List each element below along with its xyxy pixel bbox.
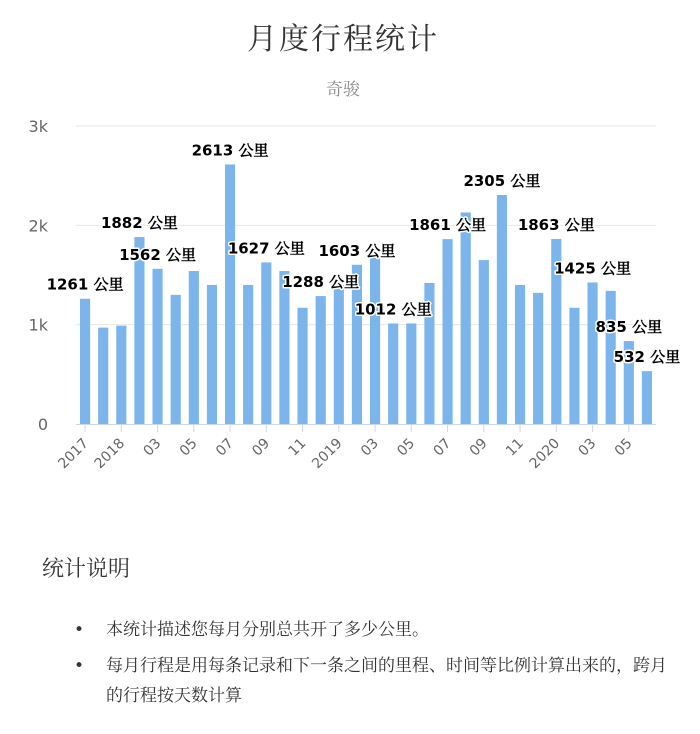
bar (116, 326, 126, 424)
bar (479, 260, 489, 424)
bar (388, 323, 398, 424)
data-label: 1012 公里 (354, 300, 432, 319)
data-label: 2613 公里 (191, 141, 269, 160)
data-label: 1627 公里 (227, 239, 305, 258)
data-label: 1603 公里 (318, 241, 396, 260)
data-label: 532 公里 (613, 348, 681, 367)
data-label: 1425 公里 (554, 259, 632, 278)
x-tick-label: 03 (357, 435, 382, 460)
x-tick-label: 05 (394, 435, 419, 460)
explanation-list (72, 615, 672, 717)
data-label: 1562 公里 (119, 245, 197, 264)
explanation-text: 每月行程是用每条记录和下一条之间的里程、时间等比例计算出来的，跨月的行程按天数计算 (106, 656, 667, 706)
x-tick-label: 2020 (526, 435, 564, 473)
explanation-heading: 统计说明 (42, 557, 131, 582)
bar (442, 239, 452, 424)
bar (316, 296, 326, 424)
bar (261, 262, 271, 424)
x-tick-label: 2017 (55, 435, 92, 473)
bar (98, 328, 108, 424)
data-label: 1863 公里 (517, 215, 595, 234)
data-label: 1861 公里 (409, 216, 487, 235)
bar (569, 308, 579, 424)
bar (515, 285, 525, 424)
bar (171, 295, 181, 424)
x-tick-label: 11 (502, 435, 527, 460)
x-tick-label: 03 (575, 435, 600, 460)
bar (279, 271, 289, 424)
bar (370, 256, 380, 424)
x-tick-label: 05 (611, 435, 636, 460)
data-label: 2305 公里 (463, 172, 541, 191)
x-tick-label: 07 (212, 435, 237, 460)
chart-title: 月度行程统计 (247, 22, 439, 57)
y-tick-label: 2k (28, 216, 48, 236)
bar (334, 285, 344, 424)
bar (642, 371, 652, 424)
bar (152, 269, 162, 424)
data-label: 1261 公里 (46, 275, 124, 294)
bar (297, 308, 307, 424)
y-tick-label: 3k (28, 117, 48, 136)
explanation-item (72, 615, 672, 645)
x-tick-label: 2019 (309, 435, 346, 473)
bullet-icon: • (74, 656, 85, 676)
bar (80, 299, 90, 424)
bar (533, 293, 543, 424)
bar-layer (80, 164, 652, 424)
bar (225, 164, 235, 424)
bar (134, 237, 144, 424)
data-label: 1882 公里 (100, 214, 178, 233)
chart-subtitle: 奇骏 (326, 80, 360, 100)
bar (406, 323, 416, 424)
x-tick-label: 09 (466, 435, 491, 460)
bar (461, 212, 471, 424)
bar (243, 285, 253, 424)
x-tick-label: 03 (140, 435, 165, 460)
explanation-text: 本统计描述您每月分别总共开了多少公里。 (106, 620, 429, 640)
x-tick-label: 05 (176, 435, 201, 460)
bullet-icon: • (74, 620, 85, 640)
bar (189, 271, 199, 424)
x-tick-label: 07 (430, 435, 455, 460)
explanation-item (72, 651, 672, 711)
data-label: 835 公里 (595, 318, 663, 337)
bar (587, 282, 597, 424)
y-tick-label: 1k (28, 315, 48, 335)
x-tick-label: 11 (285, 435, 310, 460)
x-tick-label: 09 (249, 435, 274, 460)
bar (497, 195, 507, 424)
bar (207, 285, 217, 424)
x-tick-label: 2018 (91, 435, 129, 473)
y-tick-label: 0 (37, 415, 48, 434)
data-label: 1288 公里 (282, 273, 360, 292)
